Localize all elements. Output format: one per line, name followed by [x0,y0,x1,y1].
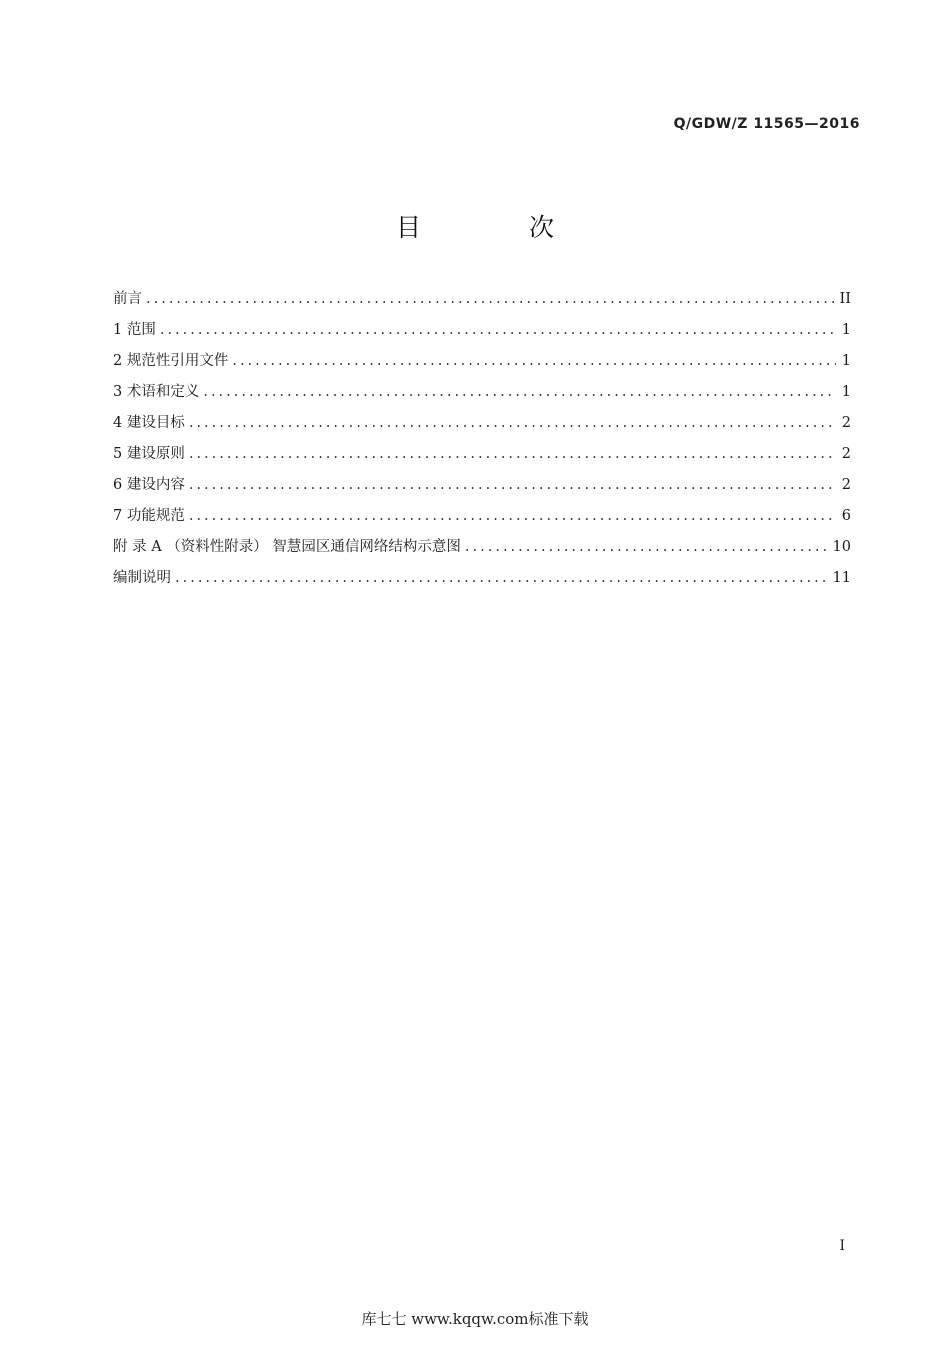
toc-leader-dots [189,446,836,462]
toc-leader-dots [189,477,836,493]
toc-entry-label: 4 建设目标 [113,415,185,431]
toc-entry-label: 编制说明 [113,570,171,586]
toc-leader-dots [232,353,835,369]
toc-leader-dots [160,322,836,338]
table-of-contents [113,287,851,597]
toc-entry-page: 1 [841,322,851,338]
toc-entry[interactable] [113,318,851,349]
toc-entry-page: 11 [832,570,851,586]
toc-entry[interactable] [113,535,851,566]
toc-entry[interactable] [113,287,851,318]
toc-entry-label: 3 术语和定义 [113,384,200,400]
document-code: Q/GDW/Z 11565—2016 [673,116,860,132]
toc-leader-dots [189,508,836,524]
toc-entry-label: 2 规范性引用文件 [113,353,229,369]
toc-entry-label: 附 录 A （资料性附录） 智慧园区通信网络结构示意图 [113,539,461,555]
toc-entry-label: 前言 [113,291,142,307]
toc-leader-dots [189,415,836,431]
toc-entry-label: 5 建设原则 [113,446,185,462]
toc-leader-dots [175,570,827,586]
toc-entry-label: 6 建设内容 [113,477,185,493]
toc-entry-label: 1 范围 [113,322,156,338]
toc-entry-page: II [839,291,851,307]
toc-entry[interactable] [113,411,851,442]
toc-entry-page: 6 [841,508,851,524]
toc-entry[interactable] [113,380,851,411]
toc-entry[interactable] [113,442,851,473]
toc-entry[interactable] [113,349,851,380]
page-number: I [839,1238,845,1254]
toc-entry-page: 2 [841,446,851,462]
toc-entry-page: 1 [841,384,851,400]
toc-entry-page: 10 [832,539,851,555]
toc-entry-page: 2 [841,415,851,431]
toc-entry[interactable] [113,473,851,504]
toc-entry[interactable] [113,504,851,535]
toc-title: 目 次 [396,213,604,242]
toc-entry-page: 1 [841,353,851,369]
toc-entry-label: 7 功能规范 [113,508,185,524]
toc-leader-dots [146,291,834,307]
toc-entry-page: 2 [841,477,851,493]
footer-watermark: 库七七 www.kqqw.com标准下载 [361,1310,589,1328]
toc-leader-dots [203,384,835,400]
toc-leader-dots [465,539,827,555]
toc-entry[interactable] [113,566,851,597]
